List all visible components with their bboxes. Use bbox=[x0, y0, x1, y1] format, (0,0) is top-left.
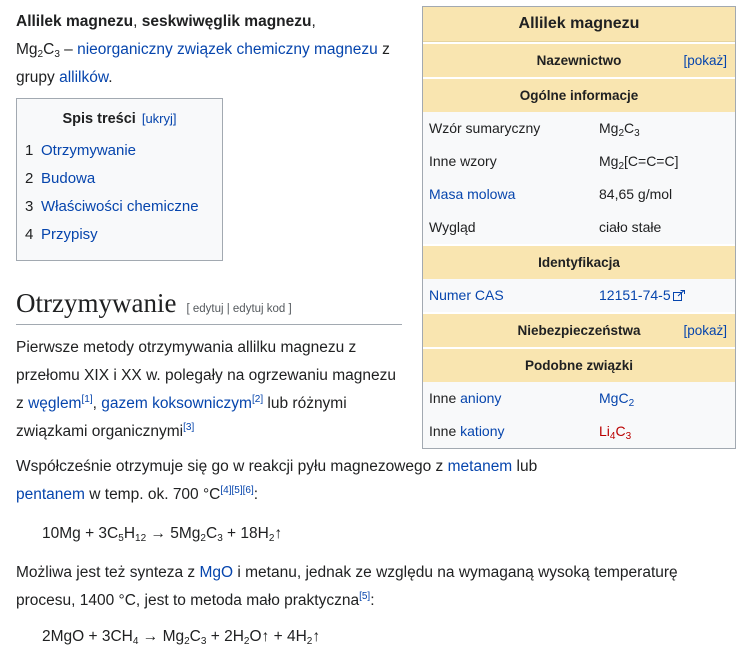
ref-3[interactable]: [3] bbox=[183, 422, 195, 433]
toc-toggle[interactable]: [ukryj] bbox=[141, 111, 177, 126]
paragraph-2: Współcześnie otrzymuje się go w reakcji pyłu magnezowego z metanem lub pentanem w temp. ok. 700 °C[4][5][6]: bbox=[16, 458, 538, 503]
toc-title: Spis treści bbox=[62, 111, 136, 127]
infobox-title: Allilek magnezu bbox=[423, 7, 735, 42]
link-pentan[interactable]: pentanem bbox=[16, 486, 85, 503]
link-metan[interactable]: metanem bbox=[447, 458, 513, 475]
table-of-contents bbox=[16, 98, 223, 261]
equation-2: $2MgO + 3CH_4 \to Mg_2C_3$ + $2H_2O↑$ + $4H_2↑$ bbox=[42, 628, 321, 647]
infobox-row-aniony: Inne aniony MgC$_2$ bbox=[423, 382, 735, 415]
section-edit-links[interactable]: [ edytuj | edytuj kod ] bbox=[186, 303, 292, 315]
infobox-row-masa: Masa molowa 84,65 g/mol bbox=[423, 178, 735, 211]
paragraph-3: Możliwa jest też synteza z MgO i metanu, jednak ze względu na wymaganą wysoką temperaturę procesu, 1400 °C, jest to metoda mało praktyczna[5]: bbox=[16, 564, 678, 609]
ref-1[interactable]: [1] bbox=[81, 394, 93, 405]
link-li4c3[interactable]: $Li_4C_3$ bbox=[599, 423, 632, 442]
toc-item-przypisy[interactable]: 4 Przypisy bbox=[25, 226, 98, 243]
ref-5[interactable]: [5] bbox=[359, 591, 371, 602]
lead-paragraph: Allilek magnezu, seskwiwęglik magnezu, $Mg_2C_3$ – nieorganiczny związek chemiczny magnezu z grupy allilków. bbox=[16, 13, 390, 86]
link-wegiel[interactable]: węglem bbox=[28, 395, 82, 412]
link-mgc2[interactable]: MgC$_2$ bbox=[599, 390, 635, 409]
infobox-row-wyglad: Wygląd ciało stałe bbox=[423, 211, 735, 244]
section-heading bbox=[16, 288, 402, 325]
link-cas-value[interactable]: 12151-74-5 bbox=[599, 287, 686, 303]
niebezpieczenstwa-show-toggle[interactable]: [pokaż] bbox=[683, 323, 727, 338]
link-nieorganiczny[interactable]: nieorganiczny związek chemiczny magnezu bbox=[77, 41, 378, 58]
section-title: Otrzymywanie bbox=[16, 288, 177, 318]
inne-wzory-value: $Mg_2[C=C=C]$ bbox=[599, 153, 679, 172]
compound-alt-name: seskwiwęglik magnezu bbox=[141, 13, 312, 30]
link-kationy[interactable]: kationy bbox=[460, 423, 505, 439]
ref-2[interactable]: [2] bbox=[251, 394, 264, 405]
link-aniony[interactable]: aniony bbox=[460, 390, 502, 406]
equation-1: $10Mg + 3C_5H_{12} \to 5Mg_2C_3$ + $18H_2↑$ bbox=[42, 525, 283, 544]
infobox-section-niebezpieczenstwa: Niebezpieczeństwa [pokaż] bbox=[423, 312, 735, 347]
infobox-section-podobne: Podobne związki bbox=[423, 347, 735, 382]
toc-item-wlasciwosci[interactable]: 3 Właściwości chemiczne bbox=[25, 198, 199, 215]
infobox-row-inne-wzory: Inne wzory $Mg_2[C=C=C]$ bbox=[423, 145, 735, 178]
external-link-icon bbox=[673, 290, 686, 301]
link-mgo[interactable]: MgO bbox=[199, 564, 234, 581]
infobox-section-ogolne: Ogólne informacje bbox=[423, 77, 735, 112]
link-numer-cas[interactable]: Numer CAS bbox=[429, 287, 504, 303]
compound-name: Allilek magnezu bbox=[16, 13, 134, 30]
infobox-section-nazewnictwo: Nazewnictwo [pokaż] bbox=[423, 42, 735, 77]
infobox-row-wzor: Wzór sumaryczny $Mg_2C_3$ bbox=[423, 112, 735, 145]
infobox-row-kationy: Inne kationy $Li_4C_3$ bbox=[423, 415, 735, 448]
link-allilki[interactable]: allilków bbox=[59, 69, 109, 86]
refs-4-5-6[interactable]: [4][5][6] bbox=[220, 485, 254, 496]
paragraph-1: Pierwsze metody otrzymywania allilku magnezu z przełomu XIX i XX w. polegały na ogrzewaniu magnezu z węglem[1], gazem koksowniczym[2] lub różnymi związkami organicznymi[3] bbox=[16, 339, 396, 440]
link-gaz-koksowniczy[interactable]: gazem koksowniczym bbox=[101, 395, 252, 412]
toc-item-otrzymywanie[interactable]: 1 Otrzymywanie bbox=[25, 142, 137, 159]
infobox-row-cas bbox=[423, 279, 735, 312]
infobox bbox=[422, 6, 736, 449]
wzor-value: $Mg_2C_3$ bbox=[599, 120, 640, 139]
toc-item-budowa[interactable]: 2 Budowa bbox=[25, 170, 96, 187]
infobox-section-identyfikacja: Identyfikacja bbox=[423, 244, 735, 279]
formula-mg2c3: $Mg_2C_3$ bbox=[16, 41, 60, 60]
link-masa-molowa[interactable]: Masa molowa bbox=[429, 186, 516, 202]
nazewnictwo-show-toggle[interactable]: [pokaż] bbox=[683, 53, 727, 68]
